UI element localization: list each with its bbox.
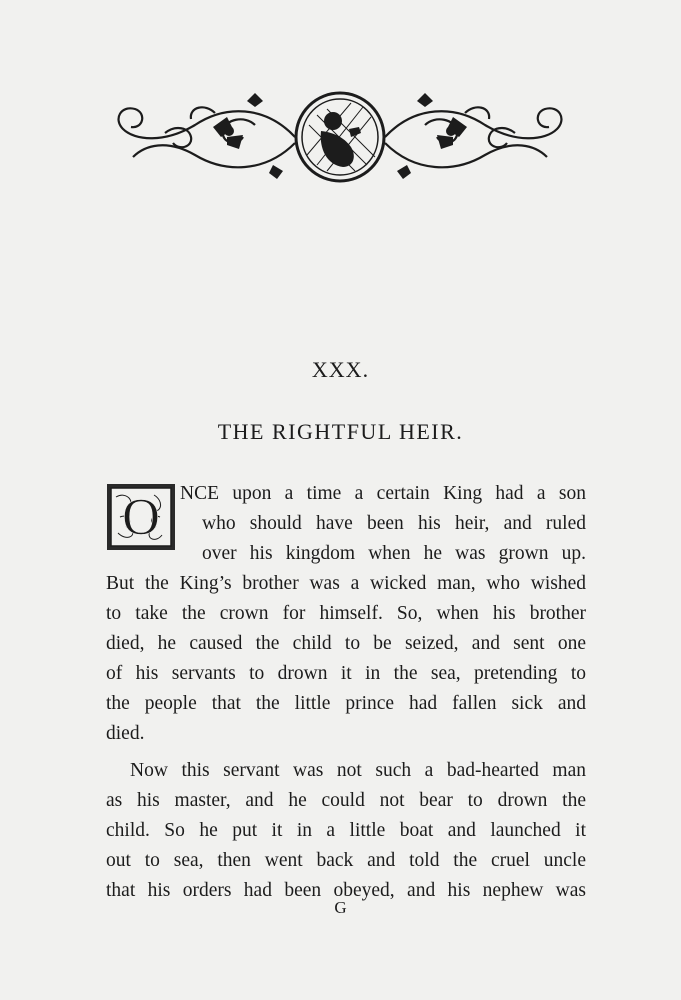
- text-line: who should have been his heir, and ruled: [202, 513, 586, 534]
- chapter-number: XXX.: [311, 357, 370, 382]
- text-line: as his master, and he could not bear to drown the: [106, 790, 586, 811]
- drop-cap-letter: O: [122, 489, 160, 546]
- text-line: to take the crown for himself. So, when his brother: [106, 603, 586, 624]
- text-line: died, he caused the child to be seized, and sent one: [106, 633, 586, 654]
- text-line: But the King’s brother was a wicked man, who wished: [106, 573, 586, 594]
- text-line: child. So he put it in a little boat and launched it: [106, 820, 586, 841]
- text-line: of his servants to drown it in the sea, pretending to: [106, 663, 586, 684]
- text-line: died.: [106, 723, 145, 744]
- signature-mark: G: [334, 898, 347, 917]
- text-line: out to sea, then went back and told the cruel uncle: [106, 850, 586, 871]
- text-line: NCE upon a time a certain King had a son: [180, 483, 586, 504]
- headpiece-ornament: [105, 85, 575, 190]
- text-line: over his kingdom when he was grown up.: [202, 543, 586, 564]
- drop-cap-initial: [106, 483, 176, 551]
- chapter-title: THE RIGHTFUL HEIR.: [217, 419, 464, 444]
- text-line: that his orders had been obeyed, and his nephew was: [106, 880, 586, 901]
- text-line: Now this servant was not such a bad-hearted man: [130, 760, 586, 781]
- text-line: the people that the little prince had fallen sick and: [106, 693, 586, 714]
